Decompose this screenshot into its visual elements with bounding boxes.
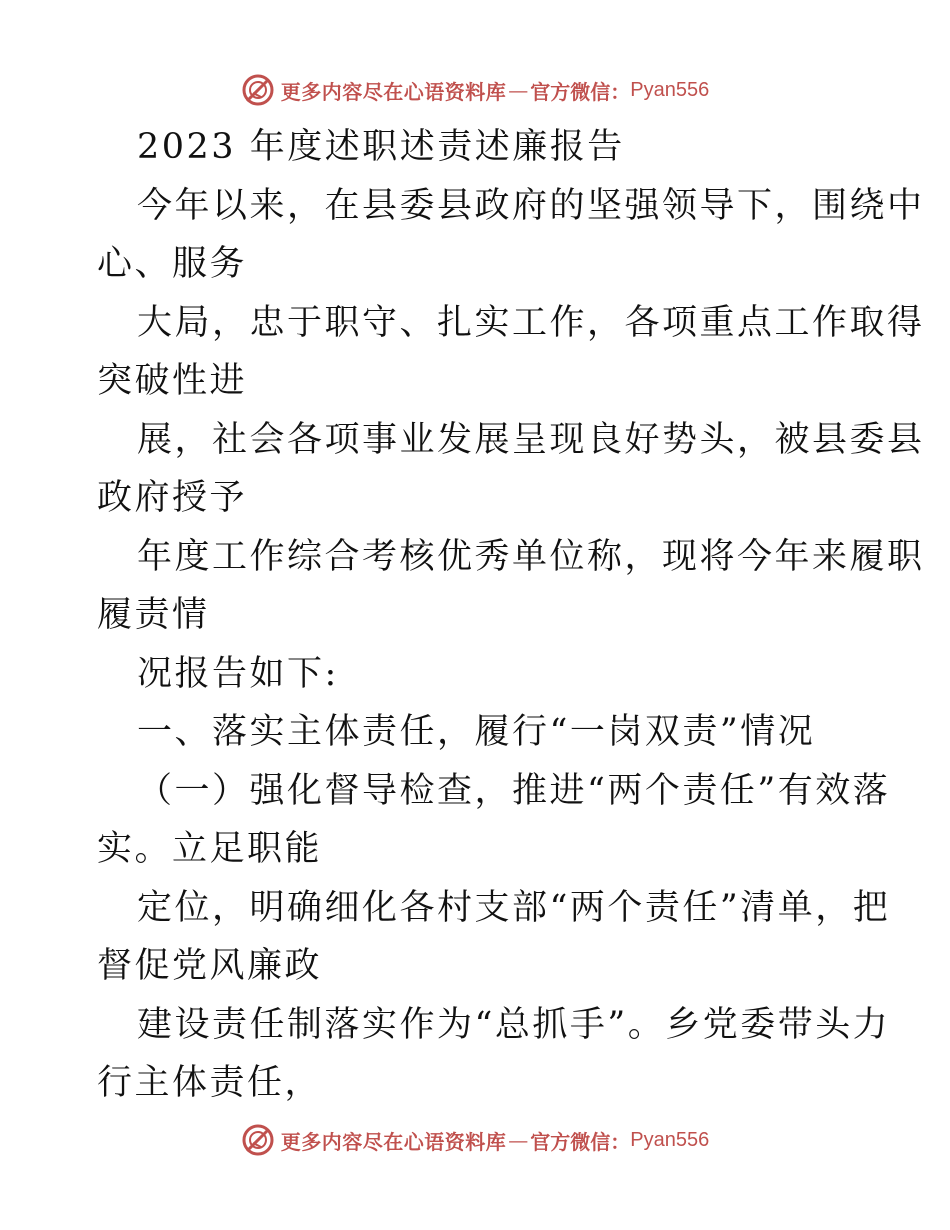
doc-line: （一）强化督导检查，推进“两个责任”有效落 (137, 770, 891, 811)
doc-line: 行主体责任， (97, 1063, 323, 1103)
banner-wechat-id: Pyan556 (630, 1128, 710, 1151)
header-banner (0, 70, 950, 110)
banner-wechat-id: Pyan556 (630, 78, 710, 101)
doc-line: 定位，明确细化各村支部“两个责任”清单，把 (137, 887, 891, 928)
banner-separator: — (508, 78, 529, 102)
doc-line: 大局，忠于职守、扎实工作，各项重点工作取得 (137, 302, 925, 343)
footer-banner (0, 1120, 950, 1160)
doc-line: 2023 年度述职述责述廉报告 (137, 127, 625, 167)
doc-line: 况报告如下: (137, 653, 339, 694)
doc-line: 一、落实主体责任，履行“一岗双责”情况 (137, 712, 816, 752)
banner-separator: — (508, 1128, 529, 1152)
doc-line: 实。立足职能 (97, 829, 323, 869)
seal-logo-icon (241, 73, 275, 107)
banner-brand: 更多内容尽在心语资料库 (280, 1129, 507, 1154)
doc-line: 政府授予 (97, 478, 248, 518)
doc-line: 突破性进 (97, 361, 248, 401)
doc-line: 督促党风廉政 (97, 946, 323, 986)
seal-logo-icon (241, 1123, 275, 1157)
banner-wechat-label: 官方微信： (530, 79, 631, 104)
banner-wechat-label: 官方微信： (530, 1129, 631, 1154)
banner-brand: 更多内容尽在心语资料库 (280, 79, 507, 104)
doc-line: 履责情 (97, 595, 210, 635)
doc-line: 展，社会各项事业发展呈现良好势头，被县委县 (137, 419, 925, 460)
doc-line: 建设责任制落实作为“总抓手”。乡党委带头力 (137, 1004, 891, 1045)
doc-line: 心、服务 (97, 244, 248, 284)
doc-line: 年度工作综合考核优秀单位称，现将今年来履职 (137, 536, 925, 577)
document-body (97, 118, 925, 1113)
doc-line: 今年以来，在县委县政府的坚强领导下，围绕中 (137, 185, 925, 226)
